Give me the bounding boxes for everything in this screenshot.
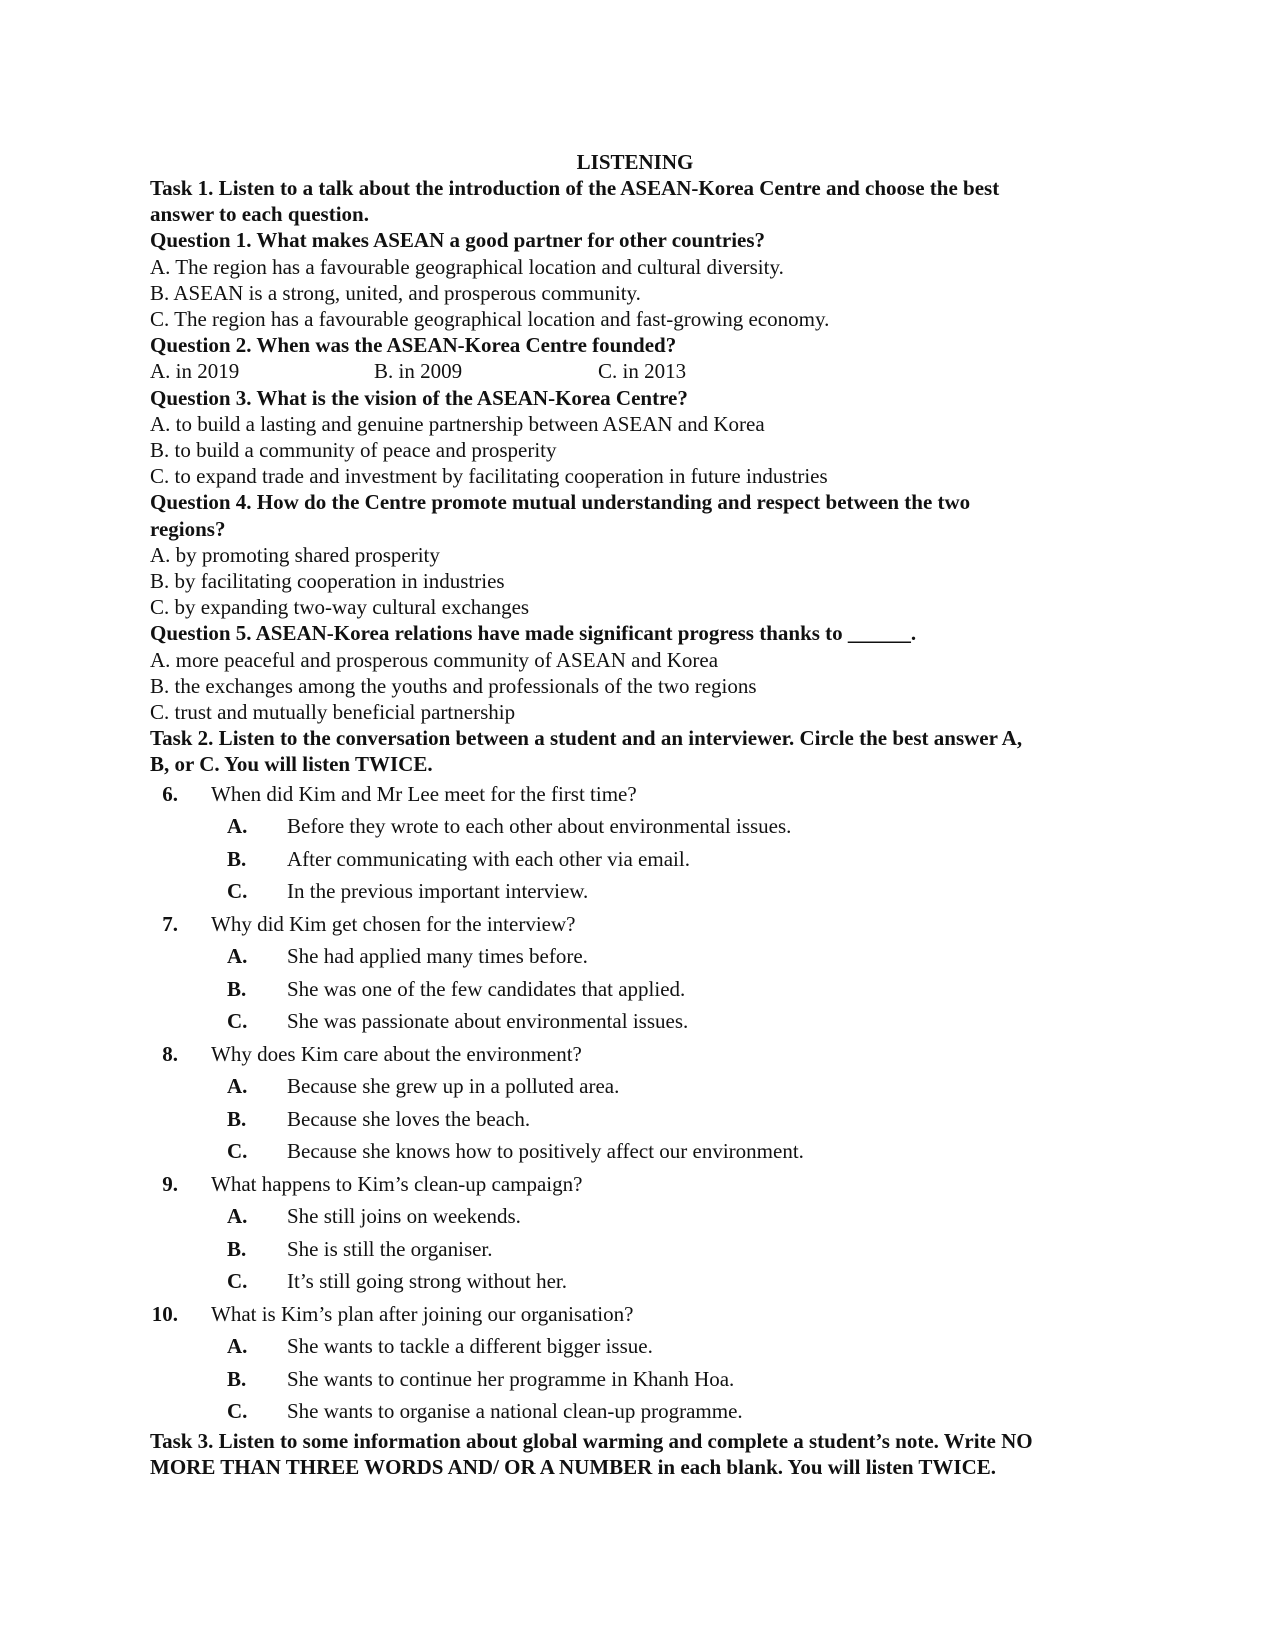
answer-option[interactable] xyxy=(150,875,1120,908)
task1-heading-line1: Task 1. Listen to a talk about the introduction of the ASEAN-Korea Centre and choose the best xyxy=(150,176,1000,200)
question-5-option-c: C. trust and mutually beneficial partnership xyxy=(150,700,516,725)
task2-question xyxy=(150,908,1120,941)
option-text: She still joins on weekends. xyxy=(287,1204,521,1229)
option-letter: A. xyxy=(227,814,248,839)
option-text: She is still the organiser. xyxy=(287,1236,493,1261)
question-number: 10. xyxy=(151,1301,178,1326)
question-2-option-c: C. in 2013 xyxy=(598,359,687,384)
option-letter: B. xyxy=(227,1366,247,1391)
task2-heading-line1: Task 2. Listen to the conversation between a student and an interviewer. Circle the best answer A, xyxy=(150,726,1023,751)
option-text: Before they wrote to each other about environmental issues. xyxy=(287,814,792,839)
question-text: Why did Kim get chosen for the interview? xyxy=(211,911,576,936)
question-4-line2: regions? xyxy=(150,516,226,541)
question-number: 6. xyxy=(162,781,178,806)
option-letter: A. xyxy=(227,944,248,969)
answer-option[interactable] xyxy=(150,973,1120,1006)
question-4-line1: Question 4. How do the Centre promote mutual understanding and respect between the two xyxy=(150,490,971,515)
question-2-option-b: B. in 2009 xyxy=(374,359,463,384)
answer-option[interactable] xyxy=(150,1070,1120,1103)
option-letter: C. xyxy=(227,879,248,904)
question-text: Why does Kim care about the environment? xyxy=(211,1041,582,1066)
task2-question-list xyxy=(150,778,1120,1428)
option-text: It’s still going strong without her. xyxy=(287,1269,568,1294)
question-4-option-b: B. by facilitating cooperation in industries xyxy=(150,569,505,594)
option-text: Because she knows how to positively affect our environment. xyxy=(287,1139,804,1164)
question-number: 8. xyxy=(162,1041,178,1066)
question-number: 9. xyxy=(162,1171,178,1196)
option-letter: B. xyxy=(227,976,247,1001)
option-letter: A. xyxy=(227,1334,248,1359)
answer-option[interactable] xyxy=(150,1233,1120,1266)
option-text: She wants to tackle a different bigger issue. xyxy=(287,1334,653,1359)
option-text: Because she grew up in a polluted area. xyxy=(287,1074,620,1099)
task2-question xyxy=(150,1298,1120,1331)
option-letter: C. xyxy=(227,1399,248,1424)
option-letter: C. xyxy=(227,1269,248,1294)
option-text: She was one of the few candidates that applied. xyxy=(287,976,686,1001)
exam-page xyxy=(150,149,1120,1480)
answer-option[interactable] xyxy=(150,810,1120,843)
answer-option[interactable] xyxy=(150,940,1120,973)
question-3-option-c: C. to expand trade and investment by facilitating cooperation in future industries xyxy=(150,464,828,489)
section-title: LISTENING xyxy=(576,150,694,174)
option-text: In the previous important interview. xyxy=(287,879,589,904)
answer-option[interactable] xyxy=(150,1330,1120,1363)
answer-option[interactable] xyxy=(150,1135,1120,1168)
question-5-option-a: A. more peaceful and prosperous community of ASEAN and Korea xyxy=(150,647,719,672)
option-letter: B. xyxy=(227,846,247,871)
question-text: What happens to Kim’s clean-up campaign? xyxy=(211,1171,583,1196)
question-1: Question 1. What makes ASEAN a good partner for other countries? xyxy=(150,228,766,253)
answer-option[interactable] xyxy=(150,1363,1120,1396)
question-text: When did Kim and Mr Lee meet for the first time? xyxy=(211,781,637,806)
option-text: She had applied many times before. xyxy=(287,944,588,969)
option-text: She wants to organise a national clean-up programme. xyxy=(287,1399,743,1424)
question-1-option-c: C. The region has a favourable geographical location and fast-growing economy. xyxy=(150,307,830,332)
question-2-options xyxy=(150,358,1120,384)
question-3-option-a: A. to build a lasting and genuine partnership between ASEAN and Korea xyxy=(150,411,765,436)
task3-heading-line2: MORE THAN THREE WORDS AND/ OR A NUMBER in each blank. You will listen TWICE. xyxy=(150,1454,996,1479)
question-4-option-a: A. by promoting shared prosperity xyxy=(150,542,440,567)
task2-question xyxy=(150,1038,1120,1071)
question-1-option-a: A. The region has a favourable geographical location and cultural diversity. xyxy=(150,254,784,279)
question-2: Question 2. When was the ASEAN-Korea Centre founded? xyxy=(150,333,677,358)
answer-option[interactable] xyxy=(150,1200,1120,1233)
answer-option[interactable] xyxy=(150,1103,1120,1136)
option-text: She was passionate about environmental issues. xyxy=(287,1009,689,1034)
answer-option[interactable] xyxy=(150,843,1120,876)
question-4-option-c: C. by expanding two-way cultural exchanges xyxy=(150,595,530,620)
task2-heading-line2: B, or C. You will listen TWICE. xyxy=(150,752,433,777)
option-letter: A. xyxy=(227,1204,248,1229)
answer-option[interactable] xyxy=(150,1005,1120,1038)
option-text: She wants to continue her programme in Khanh Hoa. xyxy=(287,1366,735,1391)
option-letter: C. xyxy=(227,1009,248,1034)
answer-option[interactable] xyxy=(150,1395,1120,1428)
task2-question xyxy=(150,1168,1120,1201)
task3-heading-line1: Task 3. Listen to some information about global warming and complete a student’s note. Write NO xyxy=(150,1428,1033,1453)
option-letter: C. xyxy=(227,1139,248,1164)
question-number: 7. xyxy=(162,911,178,936)
option-text: Because she loves the beach. xyxy=(287,1106,531,1131)
question-5: Question 5. ASEAN-Korea relations have made significant progress thanks to ______. xyxy=(150,621,917,646)
option-letter: A. xyxy=(227,1074,248,1099)
question-1-option-b: B. ASEAN is a strong, united, and prosperous community. xyxy=(150,280,641,305)
question-3: Question 3. What is the vision of the ASEAN-Korea Centre? xyxy=(150,385,688,410)
question-5-option-b: B. the exchanges among the youths and professionals of the two regions xyxy=(150,673,757,698)
question-text: What is Kim’s plan after joining our organisation? xyxy=(211,1301,634,1326)
option-letter: B. xyxy=(227,1106,247,1131)
question-2-option-a: A. in 2019 xyxy=(150,359,240,384)
option-letter: B. xyxy=(227,1236,247,1261)
answer-option[interactable] xyxy=(150,1265,1120,1298)
question-3-option-b: B. to build a community of peace and prosperity xyxy=(150,438,557,463)
option-text: After communicating with each other via email. xyxy=(287,846,690,871)
task1-heading-line2: answer to each question. xyxy=(150,202,369,227)
task2-question xyxy=(150,778,1120,811)
